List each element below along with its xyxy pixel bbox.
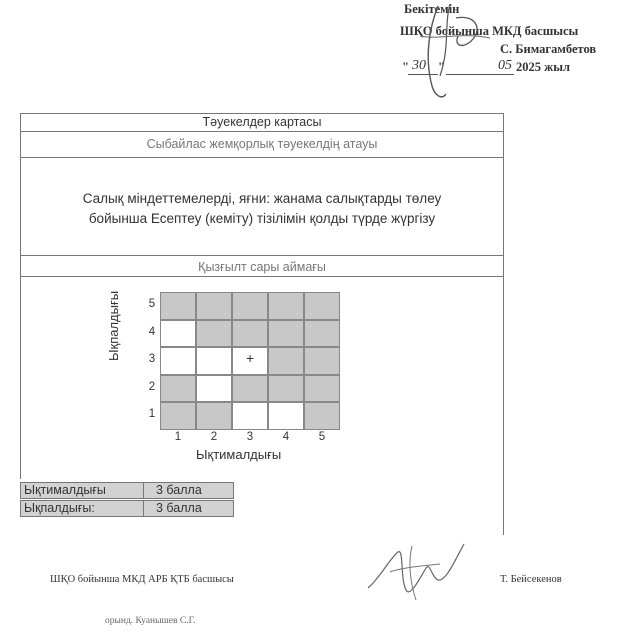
x-tick-label: 2	[210, 431, 218, 443]
matrix-cell	[160, 347, 196, 375]
probability-score-label: Ықтималдығы	[21, 483, 144, 498]
y-tick-label: 3	[148, 353, 156, 366]
form-divider	[20, 255, 504, 256]
matrix-cell	[160, 292, 196, 320]
risk-name-line: бойынша Есептеу (кеміту) тізілімін қолды түрде жүргізу	[88, 211, 436, 226]
probability-score-value: 3 балла	[156, 483, 202, 497]
signatory-name: Т. Бейсекенов	[500, 574, 562, 585]
risk-name	[36, 189, 488, 229]
matrix-cell	[160, 320, 196, 348]
risk-name-line: Салық міндеттемелерді, яғни: жанама салықтарды төлеу	[82, 191, 442, 206]
matrix-cell	[304, 347, 340, 375]
form-divider	[20, 157, 504, 158]
y-tick-label: 5	[148, 298, 156, 310]
form-top-border	[20, 113, 504, 114]
approver-name: С. Бимагамбетов	[500, 42, 597, 56]
matrix-cell	[304, 402, 340, 430]
matrix-cell	[232, 292, 268, 320]
approver-position: ШҚО бойынша МКД басшысы	[400, 24, 579, 38]
form-subtitle: Сыбайлас жемқорлық тәуекелдің атауы	[146, 137, 378, 151]
y-axis-label: Ықпалдығы	[106, 290, 121, 361]
matrix-cell	[196, 347, 232, 375]
matrix-cell	[160, 402, 196, 430]
matrix-cell	[304, 320, 340, 348]
matrix-cell	[268, 292, 304, 320]
x-tick-label: 4	[282, 431, 290, 443]
y-tick-label: 4	[148, 325, 156, 338]
form-title: Тәуекелдер картасы	[202, 115, 322, 129]
date-year: 2025 жыл	[516, 60, 570, 74]
matrix-cell	[304, 292, 340, 320]
impact-score-row	[20, 500, 234, 517]
approval-signature	[380, 0, 500, 106]
risk-position-marker: +	[246, 350, 255, 367]
matrix-cell	[268, 375, 304, 403]
handwritten-signature	[360, 538, 470, 606]
matrix-cell	[232, 402, 268, 430]
approval-heading: Бекітемін	[404, 2, 460, 16]
matrix-cell	[268, 320, 304, 348]
matrix-cell	[196, 375, 232, 403]
date-month: 05	[498, 58, 512, 73]
matrix-cell	[196, 292, 232, 320]
matrix-cell	[232, 375, 268, 403]
form-divider	[20, 131, 504, 132]
impact-score-label: Ықпалдығы:	[21, 501, 144, 516]
matrix-cell	[268, 402, 304, 430]
impact-score-value: 3 балла	[156, 501, 202, 515]
risk-map-form	[20, 113, 504, 535]
executor-name: орынд. Куанышев С.Г.	[105, 616, 196, 626]
y-tick-label: 2	[148, 380, 156, 393]
matrix-cell	[304, 375, 340, 403]
form-left-border	[20, 113, 21, 479]
date-day: 30	[412, 58, 426, 73]
x-tick-label: 3	[246, 431, 254, 443]
signatory-position: ШҚО бойынша МКД АРБ ҚТБ басшысы	[50, 574, 234, 585]
matrix-cell	[196, 320, 232, 348]
date-quote-open: "	[402, 60, 409, 74]
probability-score-row	[20, 482, 234, 499]
x-tick-label: 1	[174, 431, 182, 443]
risk-zone: Қызғылт сары аймағы	[198, 260, 326, 274]
x-axis-label: Ықтималдығы	[196, 447, 282, 462]
form-right-border	[503, 113, 504, 535]
y-tick-label: 1	[148, 408, 156, 421]
matrix-cell	[232, 320, 268, 348]
date-quote-close: "	[438, 60, 445, 74]
x-tick-label: 5	[318, 431, 326, 443]
matrix-cell	[268, 347, 304, 375]
matrix-cell	[160, 375, 196, 403]
matrix-cell	[196, 402, 232, 430]
form-divider	[20, 276, 504, 277]
